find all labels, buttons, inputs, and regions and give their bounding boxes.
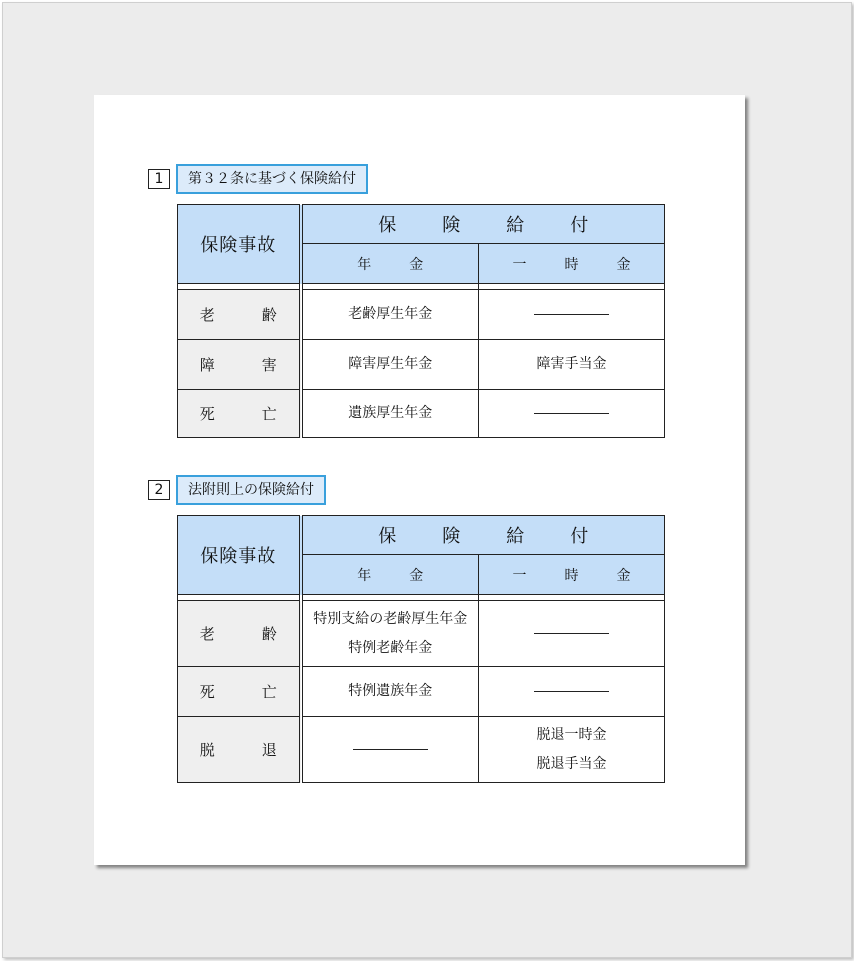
pension-cell: 特例遺族年金 [301,667,479,717]
section2-title: 法附則上の保険給付 [176,475,326,505]
pension-cell [301,717,479,783]
lump-sum-cell: 障害手当金 [479,340,665,390]
section2-table [177,515,665,783]
header-benefit: 保 険 給 付 [301,516,665,555]
pension-cell: 障害厚生年金 [301,340,479,390]
section2-heading [148,475,326,505]
header-accident: 保険事故 [178,205,301,284]
row-label: 障 害 [178,340,301,390]
lump-sum-cell [479,390,665,438]
lump-sum-cell [479,601,665,667]
row-label: 脱 退 [178,717,301,783]
header-lump-sum: 一 時 金 [479,244,665,284]
header-pension: 年 金 [301,555,479,595]
section1-heading [148,164,368,194]
none-dash [534,691,609,692]
section1-table [177,204,665,438]
lump-sum-cell [479,667,665,717]
pension-cell [301,601,479,667]
row-label: 老 齢 [178,601,301,667]
pension-cell: 老齢厚生年金 [301,290,479,340]
lump-sum-cell [479,290,665,340]
row-label: 死 亡 [178,390,301,438]
pension-cell: 遺族厚生年金 [301,390,479,438]
none-dash [534,633,609,634]
section1-title: 第３２条に基づく保険給付 [176,164,368,194]
lump-sum-line: 脱退手当金 [536,755,607,772]
row-label: 死 亡 [178,667,301,717]
none-dash [534,314,609,315]
header-accident: 保険事故 [178,516,301,595]
pension-line: 特例老齢年金 [348,639,433,656]
header-pension: 年 金 [301,244,479,284]
header-benefit: 保 険 給 付 [301,205,665,244]
none-dash [534,413,609,414]
row-label: 老 齢 [178,290,301,340]
section2-number: 2 [148,480,170,500]
header-lump-sum: 一 時 金 [479,555,665,595]
lump-sum-line: 脱退一時金 [536,726,607,743]
document-page [94,95,745,865]
lump-sum-cell [479,717,665,783]
section1-number: 1 [148,169,170,189]
none-dash [353,749,428,750]
pension-line: 特別支給の老齢厚生年金 [313,610,468,627]
